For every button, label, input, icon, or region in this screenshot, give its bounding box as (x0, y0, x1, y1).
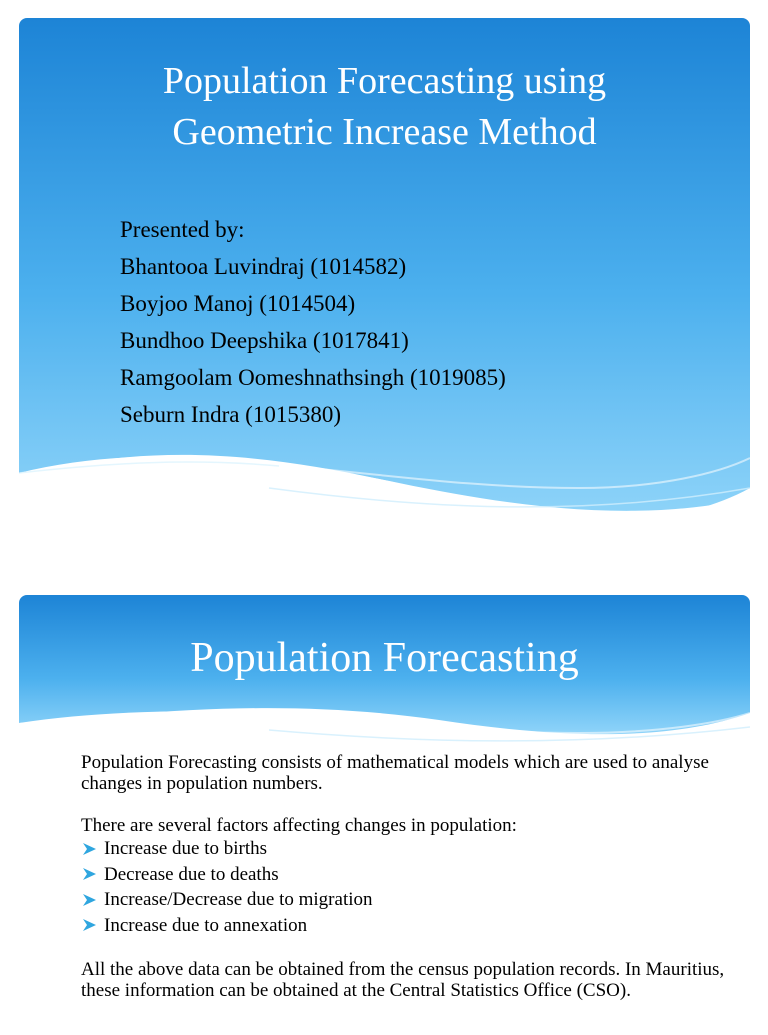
slide1-title (19, 56, 750, 158)
bullet-text: Increase due to annexation (104, 914, 308, 936)
title-slide (19, 18, 750, 524)
slide1-title-line2: Geometric Increase Method (172, 111, 597, 153)
bullet-text: Increase/Decrease due to migration (104, 889, 373, 911)
arrow-bullet-icon (81, 841, 99, 857)
arrow-bullet-icon (81, 917, 99, 933)
presenter-item: Ramgoolam Oomeshnathsingh (1019085) (120, 365, 506, 390)
list-item (81, 862, 741, 888)
content-slide (19, 595, 750, 1035)
presented-by-label: Presented by: (120, 217, 245, 242)
slide1-title-line1: Population Forecasting using (162, 60, 607, 102)
presenter-item: Boyjoo Manoj (1014504) (120, 291, 356, 316)
list-item (81, 887, 741, 913)
slide2-title: Population Forecasting (190, 635, 579, 681)
paragraph-intro: Population Forecasting consists of mathematical models which are used to analyse changes in population numbers. (81, 752, 709, 794)
list-item (81, 913, 741, 939)
bullet-text: Decrease due to deaths (104, 863, 279, 885)
paragraph-census: All the above data can be obtained from the census population records. In Mauritius, these information can be obtained at the Central Statistics Office (CSO). (81, 959, 725, 1001)
presenters-list (120, 211, 506, 433)
presenter-item: Seburn Indra (1015380) (120, 402, 342, 427)
arrow-bullet-icon (81, 892, 99, 908)
presenter-item: Bhantooa Luvindraj (1014582) (120, 254, 407, 279)
list-item (81, 836, 741, 862)
factors-list (81, 836, 741, 938)
presenter-item: Bundhoo Deepshika (1017841) (120, 328, 409, 353)
bullet-text: Increase due to births (104, 838, 268, 860)
slide2-body (81, 752, 741, 1001)
arrow-bullet-icon (81, 866, 99, 882)
paragraph-factors: There are several factors affecting changes in population: (81, 815, 517, 836)
